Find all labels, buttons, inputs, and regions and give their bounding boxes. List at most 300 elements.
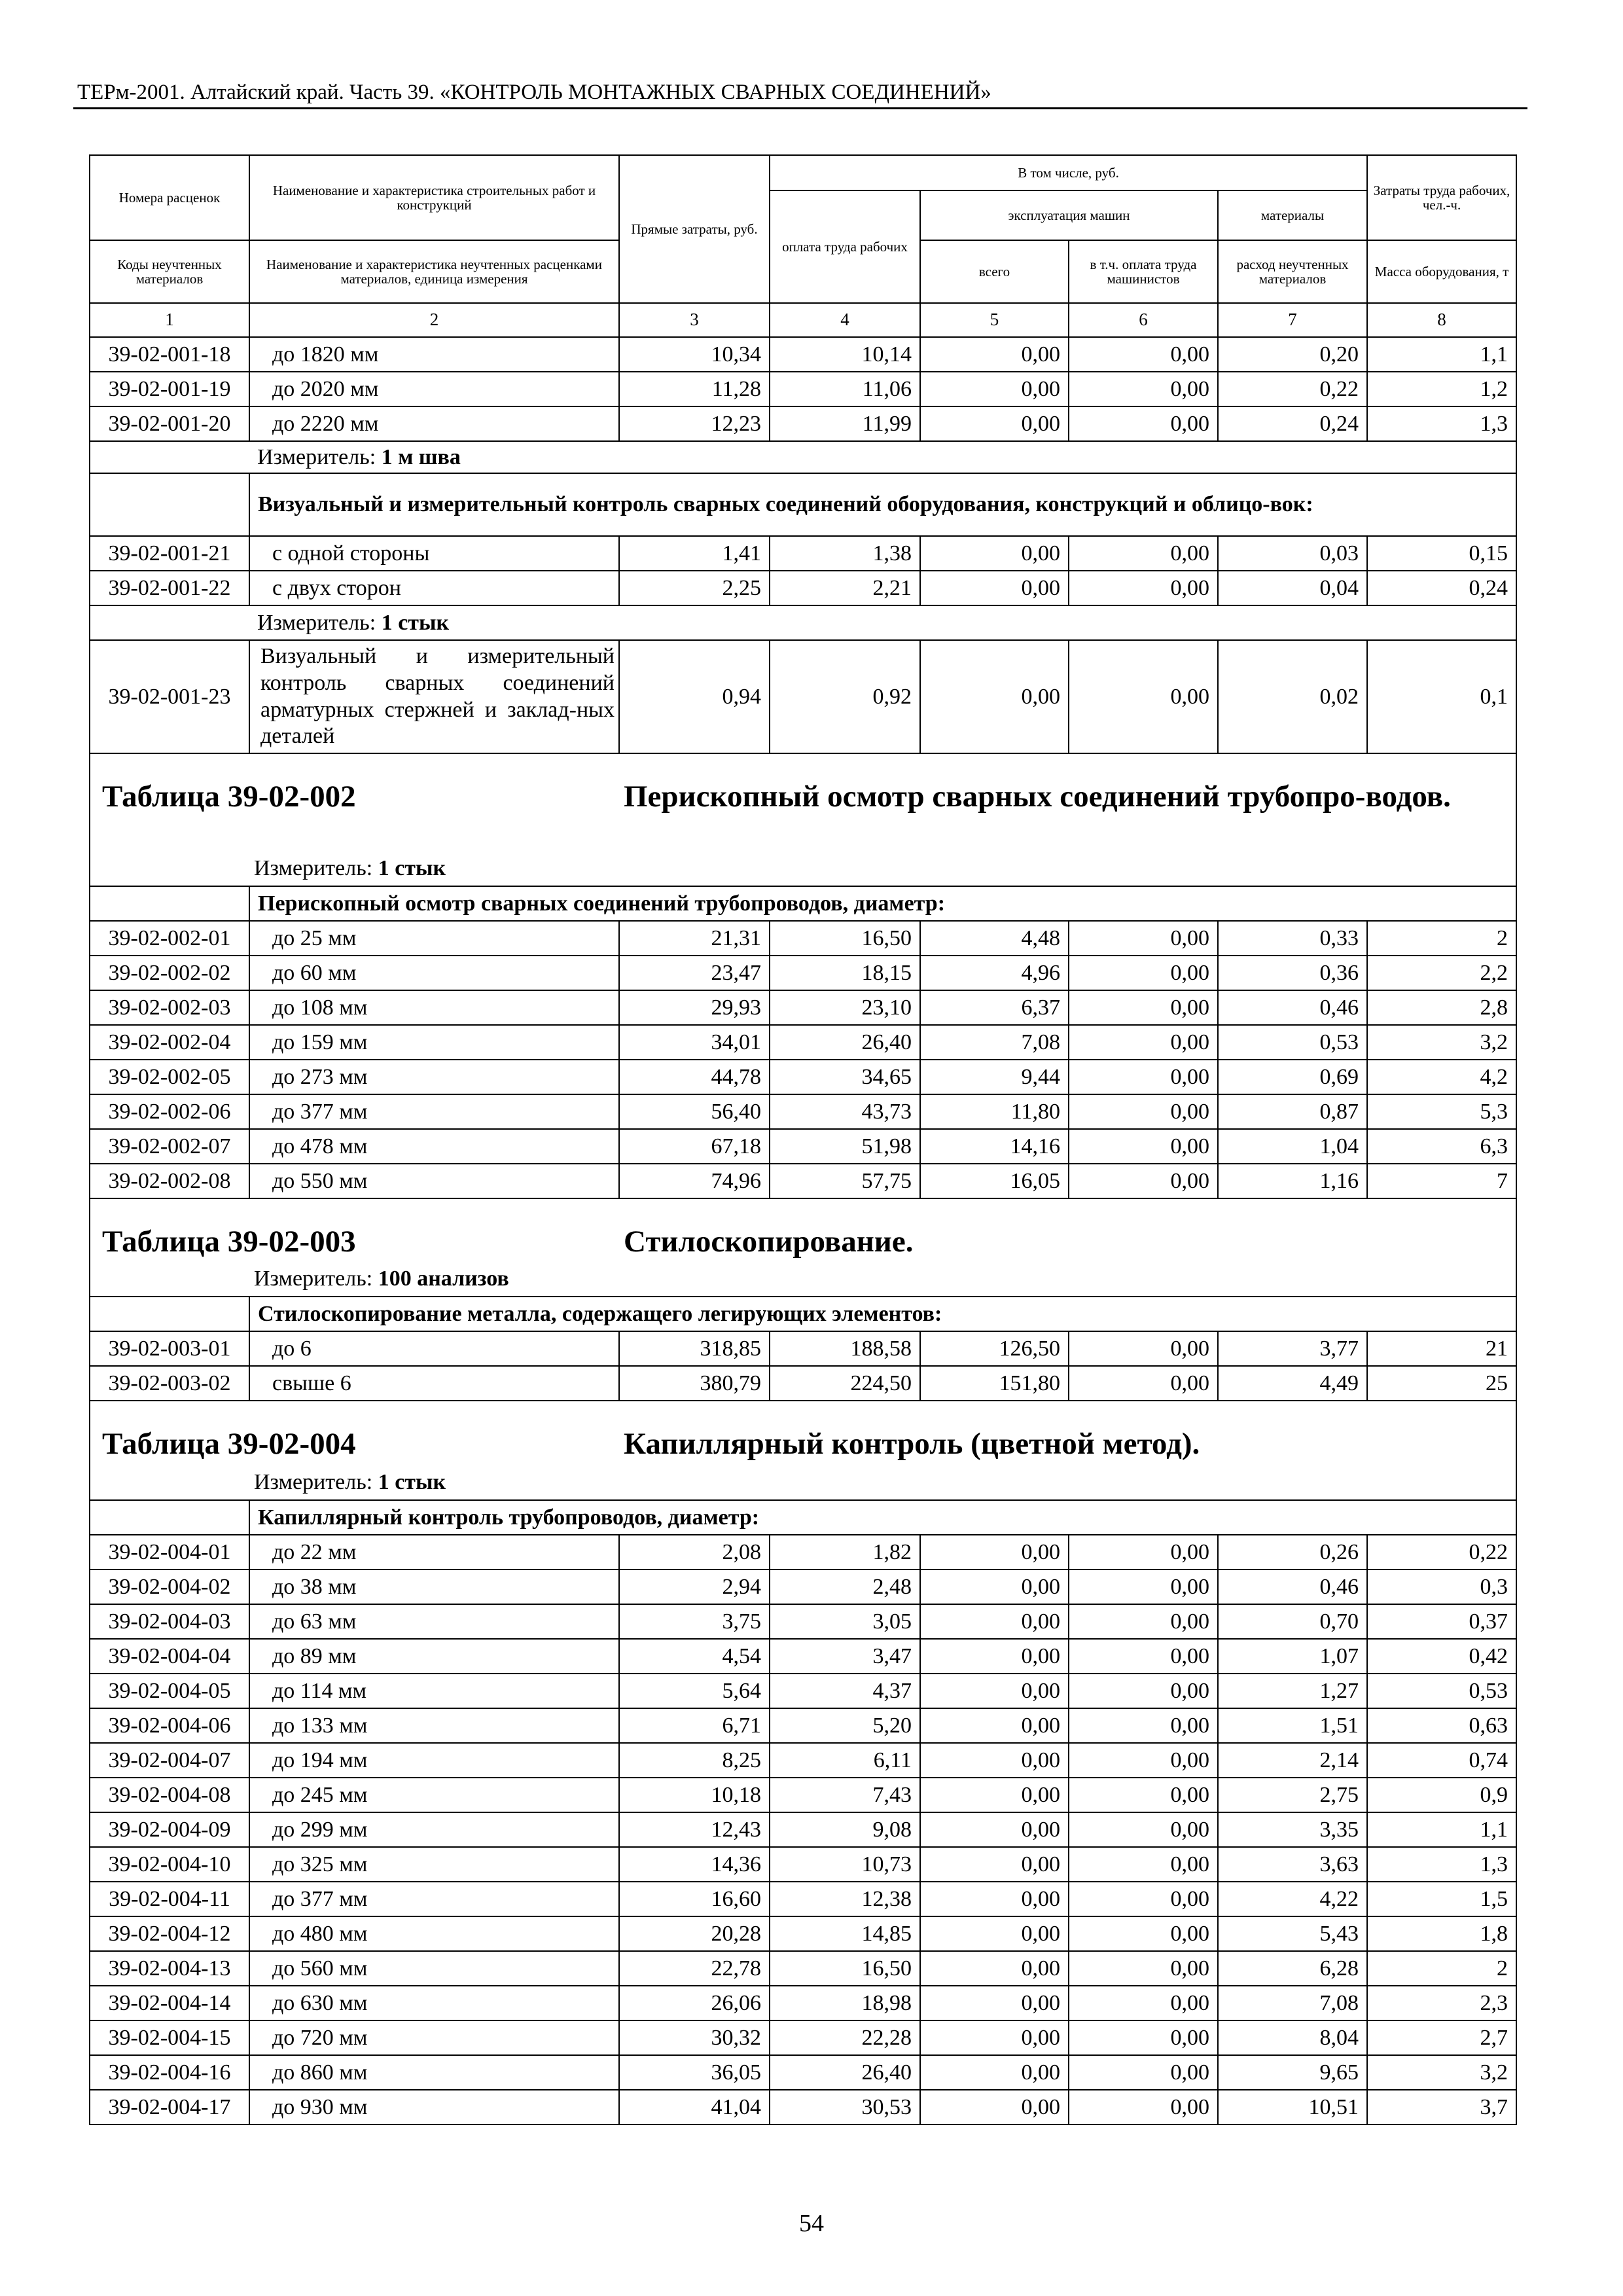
rate-name: до 550 мм — [249, 1164, 619, 1198]
table-number: Таблица 39-02-003 — [102, 1225, 356, 1259]
labor: 1,8 — [1367, 1916, 1516, 1951]
machine-total: 0,00 — [920, 1986, 1069, 2020]
rate-code: 39-02-004-06 — [90, 1708, 249, 1743]
driver-pay: 0,00 — [1069, 640, 1218, 753]
materials: 2,14 — [1218, 1743, 1367, 1778]
running-header-title: ТЕРм-2001. Алтайский край. Часть 39. «КОНТРОЛЬ МОНТАЖНЫХ СВАРНЫХ СОЕДИНЕНИЙ» — [77, 81, 991, 104]
materials: 0,46 — [1218, 990, 1367, 1025]
labor: 3,2 — [1367, 2055, 1516, 2090]
rate-name: до 22 мм — [249, 1535, 619, 1570]
materials: 0,33 — [1218, 921, 1367, 956]
th-total: всего — [920, 240, 1069, 303]
rate-code: 39-02-003-01 — [90, 1331, 249, 1366]
table-row — [90, 2090, 1516, 2125]
labor: 1,1 — [1367, 337, 1516, 372]
direct-costs: 26,06 — [619, 1986, 770, 2020]
direct-costs: 34,01 — [619, 1025, 770, 1060]
table-row — [90, 571, 1516, 605]
measure-unit: 1 стык — [378, 1469, 446, 1494]
th-machine-op: эксплуатация машин — [920, 190, 1218, 240]
driver-pay: 0,00 — [1069, 1164, 1218, 1198]
labor: 0,15 — [1367, 536, 1516, 571]
measure-label: Измеритель: — [254, 1469, 373, 1494]
rate-code: 39-02-001-21 — [90, 536, 249, 571]
materials: 0,04 — [1218, 571, 1367, 605]
worker-pay: 16,50 — [770, 1951, 920, 1986]
driver-pay: 0,00 — [1069, 1847, 1218, 1882]
rate-code: 39-02-004-11 — [90, 1882, 249, 1916]
th-equipment-mass: Масса оборудования, т — [1367, 240, 1516, 303]
rate-name: до 114 мм — [249, 1674, 619, 1708]
direct-costs: 56,40 — [619, 1094, 770, 1129]
colnum: 8 — [1367, 303, 1516, 337]
materials: 0,02 — [1218, 640, 1367, 753]
direct-costs: 30,32 — [619, 2020, 770, 2055]
rate-name: с одной стороны — [249, 536, 619, 571]
rate-name: до 1820 мм — [249, 337, 619, 372]
materials: 0,24 — [1218, 406, 1367, 441]
rate-name: до 89 мм — [249, 1639, 619, 1674]
driver-pay: 0,00 — [1069, 1366, 1218, 1401]
table-heading — [90, 753, 1516, 886]
driver-pay: 0,00 — [1069, 1025, 1218, 1060]
table-row — [90, 1847, 1516, 1882]
table-row — [90, 1778, 1516, 1812]
materials: 7,08 — [1218, 1986, 1367, 2020]
rate-code: 39-02-002-06 — [90, 1094, 249, 1129]
table-row — [90, 1743, 1516, 1778]
measure-line — [254, 1266, 509, 1291]
th-rate-numbers: Номера расценок — [90, 155, 249, 240]
driver-pay: 0,00 — [1069, 1916, 1218, 1951]
driver-pay: 0,00 — [1069, 1060, 1218, 1094]
rate-name: до 159 мм — [249, 1025, 619, 1060]
measure-label: Измеритель: — [254, 1266, 373, 1291]
labor: 2,2 — [1367, 956, 1516, 990]
labor: 2,8 — [1367, 990, 1516, 1025]
rate-code: 39-02-001-22 — [90, 571, 249, 605]
table-row — [90, 1366, 1516, 1401]
rate-name: свыше 6 — [249, 1366, 619, 1401]
rate-code: 39-02-002-05 — [90, 1060, 249, 1094]
machine-total: 0,00 — [920, 1778, 1069, 1812]
table-row — [90, 1639, 1516, 1674]
measure-unit: 100 анализов — [378, 1266, 509, 1291]
machine-total: 0,00 — [920, 1812, 1069, 1847]
table-heading — [90, 1198, 1516, 1297]
direct-costs: 41,04 — [619, 2090, 770, 2125]
driver-pay: 0,00 — [1069, 2055, 1218, 2090]
machine-total: 0,00 — [920, 1951, 1069, 1986]
direct-costs: 29,93 — [619, 990, 770, 1025]
worker-pay: 11,99 — [770, 406, 920, 441]
direct-costs: 2,25 — [619, 571, 770, 605]
rate-name: до 245 мм — [249, 1778, 619, 1812]
table-row — [90, 2020, 1516, 2055]
labor: 1,3 — [1367, 1847, 1516, 1882]
worker-pay: 1,82 — [770, 1535, 920, 1570]
materials: 8,04 — [1218, 2020, 1367, 2055]
rows-table-003 — [90, 1331, 1516, 1401]
worker-pay: 51,98 — [770, 1129, 920, 1164]
worker-pay: 23,10 — [770, 990, 920, 1025]
table-row — [90, 1535, 1516, 1570]
direct-costs: 23,47 — [619, 956, 770, 990]
worker-pay: 224,50 — [770, 1366, 920, 1401]
table-heading — [90, 1401, 1516, 1500]
machine-total: 0,00 — [920, 1882, 1069, 1916]
rate-code: 39-02-004-05 — [90, 1674, 249, 1708]
machine-total: 0,00 — [920, 1743, 1069, 1778]
machine-total: 0,00 — [920, 2055, 1069, 2090]
driver-pay: 0,00 — [1069, 1778, 1218, 1812]
worker-pay: 6,11 — [770, 1743, 920, 1778]
labor: 5,3 — [1367, 1094, 1516, 1129]
worker-pay: 1,38 — [770, 536, 920, 571]
table-row — [90, 406, 1516, 441]
driver-pay: 0,00 — [1069, 1951, 1218, 1986]
driver-pay: 0,00 — [1069, 1743, 1218, 1778]
labor: 2,7 — [1367, 2020, 1516, 2055]
rate-code: 39-02-004-01 — [90, 1535, 249, 1570]
rate-name: до 25 мм — [249, 921, 619, 956]
worker-pay: 2,48 — [770, 1570, 920, 1604]
table-row — [90, 1708, 1516, 1743]
rate-name: до 299 мм — [249, 1812, 619, 1847]
table-row — [90, 1094, 1516, 1129]
measure-line — [254, 1470, 446, 1494]
materials: 5,43 — [1218, 1916, 1367, 1951]
machine-total: 0,00 — [920, 337, 1069, 372]
materials: 0,20 — [1218, 337, 1367, 372]
machine-total: 11,80 — [920, 1094, 1069, 1129]
machine-total: 4,48 — [920, 921, 1069, 956]
materials: 4,49 — [1218, 1366, 1367, 1401]
measure-label: Измеритель: — [254, 855, 373, 880]
measure-line — [249, 605, 1516, 640]
th-direct-costs: Прямые затраты, руб. — [619, 155, 770, 303]
measure-unit: 1 м шва — [381, 444, 461, 469]
materials: 0,46 — [1218, 1570, 1367, 1604]
direct-costs: 22,78 — [619, 1951, 770, 1986]
materials: 1,16 — [1218, 1164, 1367, 1198]
table-title: Перископный осмотр сварных соединений трубопро-водов. — [624, 780, 1451, 814]
rate-code: 39-02-004-03 — [90, 1604, 249, 1639]
table-number: Таблица 39-02-002 — [102, 780, 356, 814]
worker-pay: 4,37 — [770, 1674, 920, 1708]
driver-pay: 0,00 — [1069, 372, 1218, 406]
worker-pay: 18,15 — [770, 956, 920, 990]
table-row — [90, 1331, 1516, 1366]
materials: 0,26 — [1218, 1535, 1367, 1570]
machine-total: 0,00 — [920, 1604, 1069, 1639]
materials: 9,65 — [1218, 2055, 1367, 2090]
rate-name: до 377 мм — [249, 1094, 619, 1129]
rows-group-1 — [90, 337, 1516, 441]
driver-pay: 0,00 — [1069, 536, 1218, 571]
labor: 0,1 — [1367, 640, 1516, 753]
driver-pay: 0,00 — [1069, 1129, 1218, 1164]
direct-costs: 8,25 — [619, 1743, 770, 1778]
direct-costs: 67,18 — [619, 1129, 770, 1164]
machine-total: 9,44 — [920, 1060, 1069, 1094]
subsection-description: Перископный осмотр сварных соединений трубопроводов, диаметр: — [249, 886, 1516, 921]
materials: 4,22 — [1218, 1882, 1367, 1916]
rate-name: до 60 мм — [249, 956, 619, 990]
machine-total: 0,00 — [920, 1570, 1069, 1604]
driver-pay: 0,00 — [1069, 1604, 1218, 1639]
direct-costs: 0,94 — [619, 640, 770, 753]
materials: 6,28 — [1218, 1951, 1367, 1986]
labor: 0,9 — [1367, 1778, 1516, 1812]
driver-pay: 0,00 — [1069, 921, 1218, 956]
rate-code: 39-02-002-07 — [90, 1129, 249, 1164]
rate-name: с двух сторон — [249, 571, 619, 605]
rate-code: 39-02-004-08 — [90, 1778, 249, 1812]
direct-costs: 10,34 — [619, 337, 770, 372]
materials: 0,03 — [1218, 536, 1367, 571]
labor: 4,2 — [1367, 1060, 1516, 1094]
rate-code: 39-02-004-16 — [90, 2055, 249, 2090]
rate-code: 39-02-001-23 — [90, 640, 249, 753]
measure-line — [249, 441, 1516, 473]
rate-name: Визуальный и измерительный контроль сварных соединений арматурных стержней и заклад-ных деталей — [249, 640, 619, 753]
driver-pay: 0,00 — [1069, 337, 1218, 372]
worker-pay: 9,08 — [770, 1812, 920, 1847]
driver-pay: 0,00 — [1069, 1986, 1218, 2020]
rate-code: 39-02-004-15 — [90, 2020, 249, 2055]
direct-costs: 20,28 — [619, 1916, 770, 1951]
direct-costs: 12,43 — [619, 1812, 770, 1847]
colnum: 1 — [90, 303, 249, 337]
direct-costs: 16,60 — [619, 1882, 770, 1916]
measure-label: Измеритель: — [257, 444, 376, 469]
driver-pay: 0,00 — [1069, 2020, 1218, 2055]
materials: 1,27 — [1218, 1674, 1367, 1708]
labor: 0,24 — [1367, 571, 1516, 605]
table-row — [90, 1025, 1516, 1060]
rate-code: 39-02-002-03 — [90, 990, 249, 1025]
table-row — [90, 1951, 1516, 1986]
materials: 0,53 — [1218, 1025, 1367, 1060]
driver-pay: 0,00 — [1069, 571, 1218, 605]
table-row — [90, 1812, 1516, 1847]
rate-name: до 108 мм — [249, 990, 619, 1025]
rate-name: до 930 мм — [249, 2090, 619, 2125]
th-worker-pay: оплата труда рабочих — [770, 190, 920, 303]
driver-pay: 0,00 — [1069, 1708, 1218, 1743]
table-title: Капиллярный контроль (цветной метод). — [624, 1427, 1200, 1462]
materials: 1,07 — [1218, 1639, 1367, 1674]
worker-pay: 10,73 — [770, 1847, 920, 1882]
rate-name: до 860 мм — [249, 2055, 619, 2090]
rate-name: до 63 мм — [249, 1604, 619, 1639]
driver-pay: 0,00 — [1069, 1812, 1218, 1847]
labor: 0,63 — [1367, 1708, 1516, 1743]
page-number: 54 — [799, 2210, 824, 2237]
materials: 1,04 — [1218, 1129, 1367, 1164]
table-row — [90, 1570, 1516, 1604]
direct-costs: 11,28 — [619, 372, 770, 406]
materials: 3,35 — [1218, 1812, 1367, 1847]
labor: 0,42 — [1367, 1639, 1516, 1674]
machine-total: 151,80 — [920, 1366, 1069, 1401]
worker-pay: 2,21 — [770, 571, 920, 605]
rate-name: до 273 мм — [249, 1060, 619, 1094]
table-row — [90, 2055, 1516, 2090]
rate-code: 39-02-004-17 — [90, 2090, 249, 2125]
worker-pay: 16,50 — [770, 921, 920, 956]
table-title: Стилоскопирование. — [624, 1225, 914, 1259]
labor: 7 — [1367, 1164, 1516, 1198]
materials: 0,22 — [1218, 372, 1367, 406]
labor: 2 — [1367, 921, 1516, 956]
rate-name: до 38 мм — [249, 1570, 619, 1604]
labor: 21 — [1367, 1331, 1516, 1366]
materials: 0,69 — [1218, 1060, 1367, 1094]
table-row — [90, 337, 1516, 372]
worker-pay: 10,14 — [770, 337, 920, 372]
table-row — [90, 1604, 1516, 1639]
table-row — [90, 956, 1516, 990]
worker-pay: 26,40 — [770, 2055, 920, 2090]
machine-total: 0,00 — [920, 1674, 1069, 1708]
th-codes: Коды неучтенных материалов — [90, 240, 249, 303]
worker-pay: 3,47 — [770, 1639, 920, 1674]
direct-costs: 74,96 — [619, 1164, 770, 1198]
labor: 25 — [1367, 1366, 1516, 1401]
rate-name: до 133 мм — [249, 1708, 619, 1743]
rate-code: 39-02-004-12 — [90, 1916, 249, 1951]
machine-total: 14,16 — [920, 1129, 1069, 1164]
measure-unit: 1 стык — [381, 610, 450, 635]
machine-total: 0,00 — [920, 1639, 1069, 1674]
th-labor-costs: Затраты труда рабочих, чел.-ч. — [1367, 155, 1516, 240]
labor: 1,5 — [1367, 1882, 1516, 1916]
materials: 0,36 — [1218, 956, 1367, 990]
direct-costs: 44,78 — [619, 1060, 770, 1094]
rows-group-2 — [90, 536, 1516, 605]
direct-costs: 12,23 — [619, 406, 770, 441]
materials: 3,63 — [1218, 1847, 1367, 1882]
direct-costs: 318,85 — [619, 1331, 770, 1366]
machine-total: 7,08 — [920, 1025, 1069, 1060]
worker-pay: 43,73 — [770, 1094, 920, 1129]
materials: 0,87 — [1218, 1094, 1367, 1129]
worker-pay: 18,98 — [770, 1986, 920, 2020]
rate-code: 39-02-002-01 — [90, 921, 249, 956]
labor: 3,2 — [1367, 1025, 1516, 1060]
table-row — [90, 1129, 1516, 1164]
rate-name: до 630 мм — [249, 1986, 619, 2020]
colnum: 7 — [1218, 303, 1367, 337]
driver-pay: 0,00 — [1069, 406, 1218, 441]
machine-total: 4,96 — [920, 956, 1069, 990]
rate-code: 39-02-002-08 — [90, 1164, 249, 1198]
direct-costs: 2,08 — [619, 1535, 770, 1570]
machine-total: 0,00 — [920, 1535, 1069, 1570]
machine-total: 0,00 — [920, 1916, 1069, 1951]
rate-code: 39-02-004-02 — [90, 1570, 249, 1604]
table-row — [90, 1916, 1516, 1951]
machine-total: 0,00 — [920, 406, 1069, 441]
driver-pay: 0,00 — [1069, 1882, 1218, 1916]
worker-pay: 0,92 — [770, 640, 920, 753]
rate-name: до 2220 мм — [249, 406, 619, 441]
worker-pay: 34,65 — [770, 1060, 920, 1094]
worker-pay: 5,20 — [770, 1708, 920, 1743]
direct-costs: 21,31 — [619, 921, 770, 956]
table-row — [90, 1674, 1516, 1708]
machine-total: 6,37 — [920, 990, 1069, 1025]
table-number: Таблица 39-02-004 — [102, 1427, 356, 1462]
rate-name: до 6 — [249, 1331, 619, 1366]
running-header — [73, 75, 1527, 109]
direct-costs: 4,54 — [619, 1639, 770, 1674]
table-row — [90, 990, 1516, 1025]
machine-total: 0,00 — [920, 640, 1069, 753]
machine-total: 0,00 — [920, 536, 1069, 571]
rate-code: 39-02-002-02 — [90, 956, 249, 990]
table-row — [90, 640, 1516, 753]
rate-code: 39-02-004-04 — [90, 1639, 249, 1674]
rate-name: до 325 мм — [249, 1847, 619, 1882]
labor: 0,3 — [1367, 1570, 1516, 1604]
th-incl-rub: В том числе, руб. — [770, 155, 1367, 190]
labor: 1,1 — [1367, 1812, 1516, 1847]
machine-total: 0,00 — [920, 1708, 1069, 1743]
machine-total: 0,00 — [920, 1847, 1069, 1882]
direct-costs: 380,79 — [619, 1366, 770, 1401]
colnum: 3 — [619, 303, 770, 337]
worker-pay: 12,38 — [770, 1882, 920, 1916]
labor: 0,37 — [1367, 1604, 1516, 1639]
table-row — [90, 536, 1516, 571]
th-incl-driver-pay: в т.ч. оплата труда машинистов — [1069, 240, 1218, 303]
rows-table-004 — [90, 1535, 1516, 2125]
labor: 6,3 — [1367, 1129, 1516, 1164]
labor: 2,3 — [1367, 1986, 1516, 2020]
rate-name: до 720 мм — [249, 2020, 619, 2055]
rate-code: 39-02-003-02 — [90, 1366, 249, 1401]
rates-table — [89, 154, 1517, 2125]
colnum: 2 — [249, 303, 619, 337]
worker-pay: 7,43 — [770, 1778, 920, 1812]
labor: 0,22 — [1367, 1535, 1516, 1570]
worker-pay: 188,58 — [770, 1331, 920, 1366]
rate-name: до 560 мм — [249, 1951, 619, 1986]
rows-table-002 — [90, 921, 1516, 1198]
measure-line — [254, 856, 446, 880]
rate-code: 39-02-004-14 — [90, 1986, 249, 2020]
labor: 1,2 — [1367, 372, 1516, 406]
machine-total: 0,00 — [920, 372, 1069, 406]
rate-name: до 2020 мм — [249, 372, 619, 406]
worker-pay: 14,85 — [770, 1916, 920, 1951]
driver-pay: 0,00 — [1069, 1535, 1218, 1570]
th-work-name: Наименование и характеристика строительных работ и конструкций — [249, 155, 619, 240]
measure-unit: 1 стык — [378, 855, 446, 880]
worker-pay: 3,05 — [770, 1604, 920, 1639]
th-mat-name: Наименование и характеристика неучтенных расценками материалов, единица измерения — [249, 240, 619, 303]
direct-costs: 14,36 — [619, 1847, 770, 1882]
driver-pay: 0,00 — [1069, 2090, 1218, 2125]
table-row — [90, 1986, 1516, 2020]
direct-costs: 2,94 — [619, 1570, 770, 1604]
rate-code: 39-02-004-10 — [90, 1847, 249, 1882]
worker-pay: 11,06 — [770, 372, 920, 406]
labor: 3,7 — [1367, 2090, 1516, 2125]
